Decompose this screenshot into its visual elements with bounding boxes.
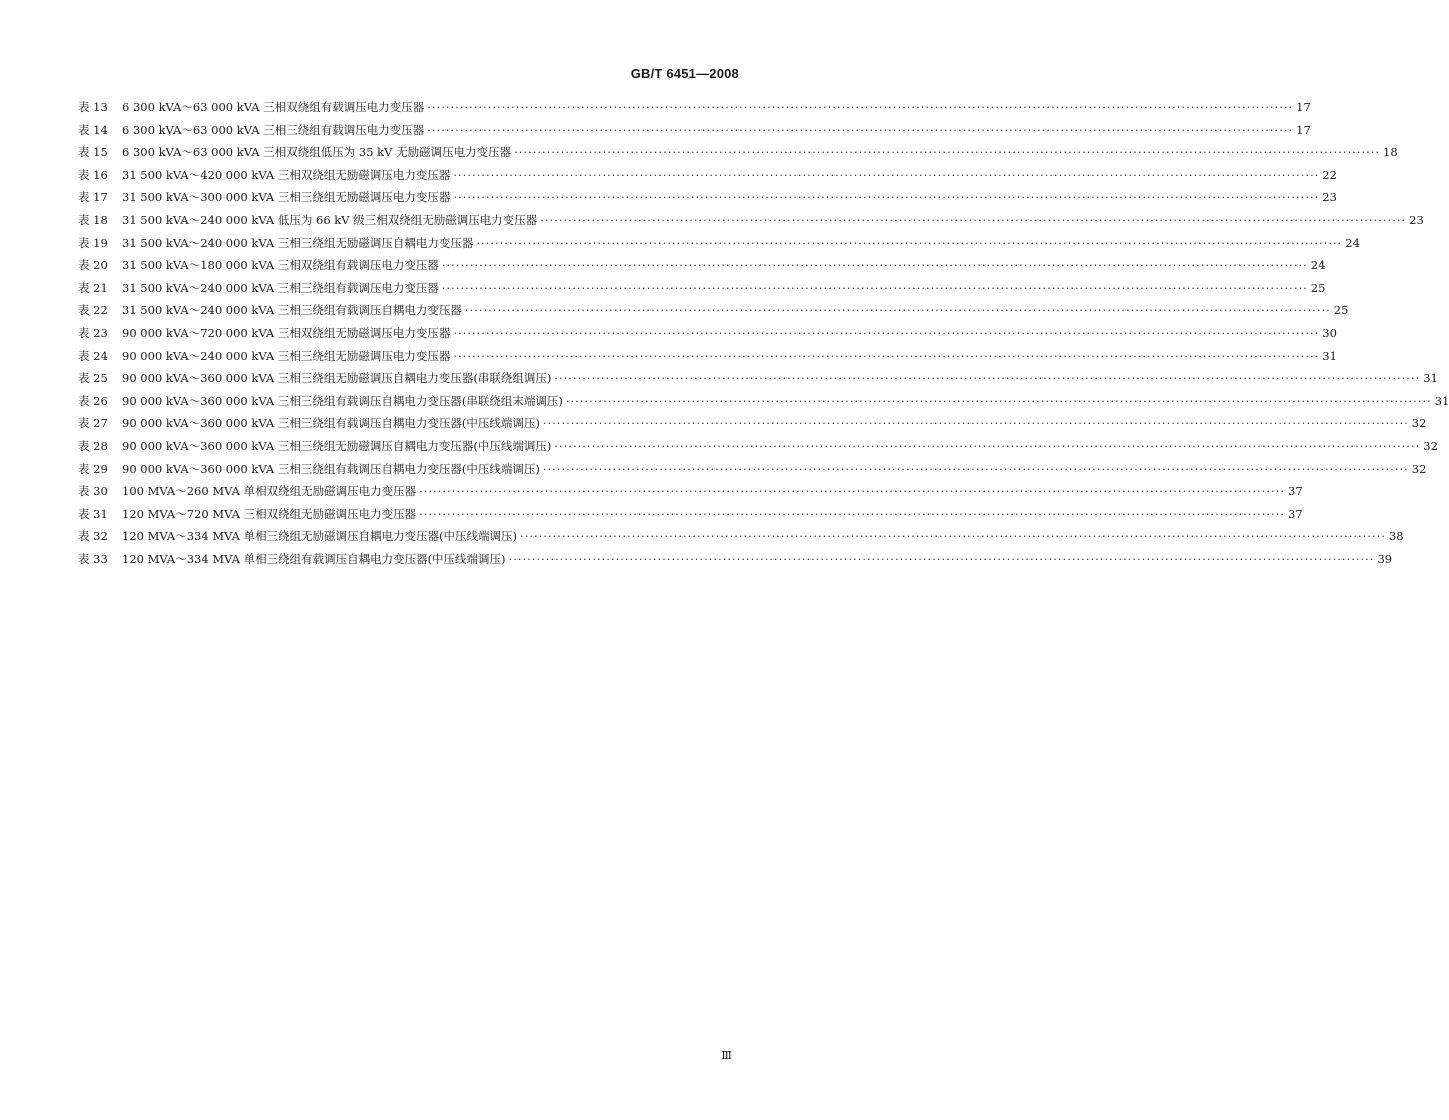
toc-dot-leader [453,349,1319,363]
toc-entry[interactable] [78,235,1360,258]
toc-entry[interactable] [78,302,1349,325]
toc-entry-page: 37 [1288,506,1303,521]
toc-dot-leader [453,190,1319,204]
toc-entry-title: 90 000 kVA～360 000 kVA 三相三绕组无励磁调压自耦电力变压器(中压线端调压) [122,438,552,453]
page-number: Ⅲ [721,1049,732,1062]
toc-dot-leader [465,303,1331,317]
toc-entry-title: 120 MVA～720 MVA 三相双绕组无励磁调压电力变压器 [122,506,417,521]
toc-entry[interactable] [78,393,1449,416]
toc-entry-title: 31 500 kVA～240 000 kVA 三相三绕组无励磁调压自耦电力变压器 [122,235,474,250]
toc-dot-leader [566,394,1432,408]
toc-entry-label: 表 15 [78,145,108,160]
toc-entry-page: 24 [1345,235,1360,250]
toc-entry-title: 31 500 kVA～180 000 kVA 三相双绕组有载调压电力变压器 [122,258,439,273]
toc-entry[interactable] [78,483,1303,506]
toc-entry-label: 表 31 [78,506,108,521]
toc-dot-leader [554,371,1420,385]
toc-entry-page: 37 [1288,484,1303,499]
toc-entry[interactable] [78,212,1424,235]
toc-entry-label: 表 24 [78,348,108,363]
toc-entry-label: 表 32 [78,529,108,544]
toc-entry-title: 90 000 kVA～720 000 kVA 三相双绕组无励磁调压电力变压器 [122,325,451,340]
table-of-contents [78,99,1449,573]
toc-entry[interactable] [78,280,1326,303]
toc-entry-page: 24 [1310,258,1326,273]
toc-entry[interactable] [78,99,1311,122]
toc-entry-title: 6 300 kVA～63 000 kVA 三相双绕组低压为 35 kV 无励磁调压电力变压器 [122,145,512,160]
toc-entry[interactable] [78,189,1337,212]
toc-entry-label: 表 21 [78,280,108,295]
toc-dot-leader [540,213,1406,227]
toc-dot-leader [442,281,1308,295]
toc-entry[interactable] [78,370,1438,393]
toc-entry-title: 120 MVA～334 MVA 单相三绕组无励磁调压自耦电力变压器(中压线端调压) [122,529,518,544]
toc-entry[interactable] [78,506,1303,529]
toc-entry-title: 31 500 kVA～240 000 kVA 三相三绕组有载调压自耦电力变压器 [122,303,462,318]
toc-dot-leader [509,552,1375,566]
toc-entry-page: 32 [1411,416,1427,431]
toc-entry-page: 32 [1423,438,1438,453]
toc-entry-label: 表 20 [78,258,108,273]
toc-entry-title: 31 500 kVA～240 000 kVA 低压为 66 kV 级三相双绕组无励磁调压电力变压器 [122,212,538,227]
toc-entry-label: 表 18 [78,212,108,227]
toc-entry-title: 31 500 kVA～300 000 kVA 三相三绕组无励磁调压电力变压器 [122,190,451,205]
toc-entry-label: 表 26 [78,393,108,408]
toc-entry-page: 25 [1333,303,1349,318]
toc-dot-leader [419,484,1285,498]
document-number: GB/T 6451—2008 [630,66,739,81]
toc-entry-page: 32 [1411,461,1427,476]
toc-dot-leader [427,100,1293,114]
toc-dot-leader [419,507,1285,521]
toc-entry[interactable] [78,122,1311,145]
toc-entry-page: 23 [1322,190,1337,205]
toc-entry-title: 31 500 kVA～240 000 kVA 三相三绕组有载调压电力变压器 [122,280,439,295]
toc-entry-page: 31 [1434,393,1449,408]
toc-entry-page: 39 [1377,551,1393,566]
toc-entry[interactable] [78,325,1337,348]
toc-entry-page: 17 [1296,100,1311,114]
toc-entry-page: 38 [1388,529,1404,544]
toc-entry[interactable] [78,551,1393,574]
toc-entry-label: 表 23 [78,325,108,340]
toc-dot-leader [427,123,1293,137]
toc-dot-leader [453,326,1319,340]
toc-entry-page: 23 [1409,212,1424,227]
toc-entry-title: 90 000 kVA～360 000 kVA 三相三绕组有载调压自耦电力变压器(串联绕组末端调压) [122,393,563,408]
toc-entry[interactable] [78,415,1427,438]
toc-entry-page: 25 [1310,280,1326,295]
toc-entry-page: 22 [1322,167,1337,182]
toc-dot-leader [543,462,1409,476]
toc-dot-leader [476,236,1342,250]
toc-entry-title: 90 000 kVA～360 000 kVA 三相三绕组无励磁调压自耦电力变压器(串联绕组调压) [122,371,552,386]
toc-entry-label: 表 22 [78,303,108,318]
toc-entry-title: 6 300 kVA～63 000 kVA 三相双绕组有载调压电力变压器 [122,100,425,114]
toc-entry-title: 31 500 kVA～420 000 kVA 三相双绕组无励磁调压电力变压器 [122,167,451,182]
toc-entry-page: 31 [1322,348,1337,363]
toc-entry-title: 100 MVA～260 MVA 单相双绕组无励磁调压电力变压器 [122,484,417,499]
toc-entry-label: 表 27 [78,416,108,431]
toc-entry[interactable] [78,144,1398,167]
toc-entry-page: 30 [1322,325,1337,340]
toc-entry-label: 表 29 [78,461,108,476]
toc-entry-page: 31 [1423,371,1438,386]
toc-entry-page: 18 [1383,145,1398,160]
toc-entry[interactable] [78,257,1326,280]
toc-entry-label: 表 13 [78,100,108,114]
toc-entry-label: 表 16 [78,167,108,182]
toc-dot-leader [514,145,1380,159]
toc-entry-label: 表 17 [78,190,108,205]
toc-entry-page: 17 [1296,122,1311,137]
toc-dot-leader [442,258,1308,272]
toc-entry-label: 表 19 [78,235,108,250]
toc-entry-label: 表 30 [78,484,108,499]
toc-entry[interactable] [78,438,1438,461]
toc-entry-title: 90 000 kVA～240 000 kVA 三相三绕组无励磁调压电力变压器 [122,348,451,363]
toc-entry-title: 90 000 kVA～360 000 kVA 三相三绕组有载调压自耦电力变压器(中压线端调压) [122,416,540,431]
toc-entry-label: 表 33 [78,551,108,566]
toc-dot-leader [520,529,1386,543]
toc-entry[interactable] [78,528,1404,551]
toc-entry-label: 表 28 [78,438,108,453]
toc-entry-title: 6 300 kVA～63 000 kVA 三相三绕组有载调压电力变压器 [122,122,425,137]
toc-entry-title: 90 000 kVA～360 000 kVA 三相三绕组有载调压自耦电力变压器(中压线端调压) [122,461,540,476]
toc-dot-leader [554,439,1420,453]
toc-dot-leader [453,168,1319,182]
toc-dot-leader [543,416,1409,430]
toc-entry[interactable] [78,348,1337,371]
toc-entry[interactable] [78,167,1337,190]
toc-entry[interactable] [78,461,1427,484]
toc-entry-title: 120 MVA～334 MVA 单相三绕组有载调压自耦电力变压器(中压线端调压) [122,551,506,566]
toc-entry-label: 表 14 [78,122,108,137]
toc-entry-label: 表 25 [78,371,108,386]
